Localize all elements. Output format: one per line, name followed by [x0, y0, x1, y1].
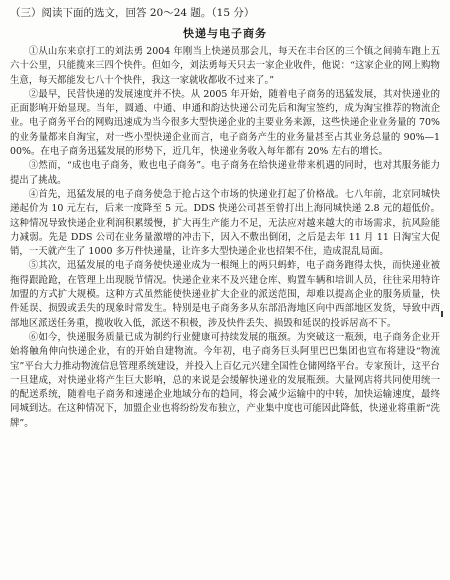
paragraph-3: ③然而，“成也电子商务，败也电子商务”。电子商务在给快递业带来机遇的同时，也对其服务能力提出了挑战。 [10, 160, 440, 186]
paragraph-5: ⑤其次，迅猛发展的电子商务使快递业成为一根绳上的两只蚂蚱，电子商务跑得太快，而快递业被拖得跟跄跄，在管理上出现脱节情况。快递企业来不及兴建仓库、购置车辆和培训人员，往往采用特许加盟的方式扩大规模。这种方式虽然能使快递业扩大企业的派送范围，却难以提高企业的服务质量，快件延误、损毁或丢失的现象时常发生。特别是电子商务多从东部沿海地区向中西部地区发货，导致中西部地区派送任务重，揽收收入低，派送不积极，涉及快件丢失、损毁和延误的投诉居高不下。 [10, 260, 440, 329]
section-heading: （三）阅读下面的选文，回答 20～24 题。（15 分） [10, 7, 255, 19]
paragraph-6: ⑥如今，快递服务质量已成为制约行业健康可持续发展的瓶颈。为突破这一瓶颈，电子商务企业开始将触角伸向快递企业，有的开始自建物流。今年初，电子商务巨头阿里巴巴集团也宣布将建设“物流宝”平台大力推动物流信息管理系统建设，并投入上百亿元兴建全国性仓储网络平台。专家预计，这平台一旦建成，对快递业将产生巨大影响，总的来说是会缓解快递业的发展瓶颈。大量网店将共同使用统一的配送系统，随着电子商务和速递企业地域分布的趋同，将会减少运输中的中转，加快运输速度，最终同城到达。在这种情况下，加盟企业也将纷纷发布独立，产业集中度也可能因此降低，快递业将重新“洗牌”。 [10, 331, 440, 429]
margin-mark [441, 311, 443, 317]
paragraph-2: ②最早，民营快递的发展速度并不快。从 2005 年开始，随着电子商务的迅猛发展，其对快递业的正面影响开始显现。当年，圆通、中通、申通和韵达快递公司先后和淘宝签约，成为淘宝推荐的物流企业。电子商务平台的网购迅速成为当今很多大型快递企业的主要业务来源，这些快递企业业务量的 70% 的业务量都来自淘宝，对一些小型快递企业而言，电子商务产生的业务量甚至占其业务总量的 90%—100%。在电子商务迅猛发展的形势下，近几年，快递业务收入每年都有 20% 左右的增长。 [10, 88, 440, 158]
article-title: 快递与电子商务 [183, 27, 267, 40]
paragraph-4: ④首先，迅猛发展的电子商务使急于抢占这个市场的快递业打起了价格战。七八年前，北京同城快递起价为 10 元左右，后来一度降至 5 元。DDS 快递公司甚至曾打出上海同城快递 2.8 元的超低价。这种情况导致快递企业利润积累缓慢，扩大再生产能力不足，无法应对越来越大的市场需求，抗风险能力减弱。先是 DDS 公司在业务量激增的冲击下，因入不敷出倒闭，之后是去年 11 月 11 日淘宝大促销，一天就产生了 1000 多万件快递量，让许多大型快递企业也招架不住，造成混乱局面。 [10, 188, 440, 258]
paragraph-1: ①从山东来京打工的刘法勇 2004 年刚当上快递员那会儿，每天在丰台区的三个镇之间骑车跑上五六十公里，只能揽来三四个快件。但如今，刘法勇每天只去一家企业收件，他说：“这家企业的网上购物生意，每天都能发七八十个快件，我这一家就收都收不过来了。” [10, 46, 440, 86]
